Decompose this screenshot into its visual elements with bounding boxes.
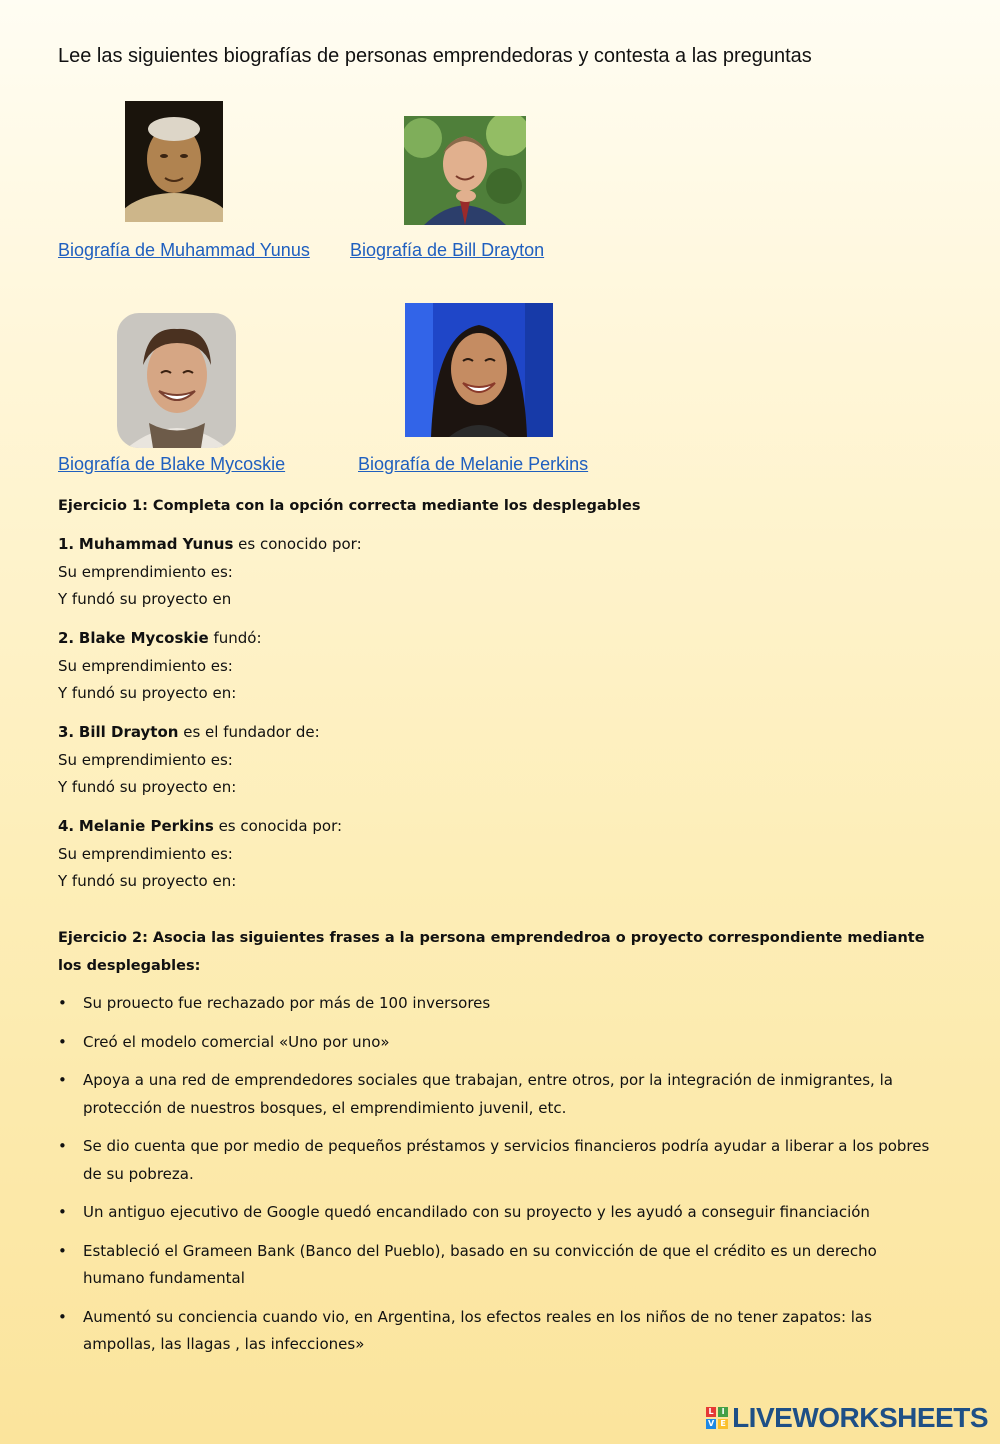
list-item [58, 1304, 938, 1359]
bullet-icon: • [58, 1032, 67, 1051]
question-number: 4. [58, 817, 75, 835]
question-person: Muhammad Yunus [78, 535, 234, 553]
link-biografia-blake-mycoskie[interactable]: Biografía de Blake Mycoskie [58, 454, 286, 474]
link-biografia-melanie-perkins[interactable]: Biografía de Melanie Perkins [358, 454, 589, 474]
question-line-fundacion: Y fundó su proyecto en: [58, 778, 237, 796]
page-intro: Lee las siguientes biografías de personas emprendedoras y contesta a las preguntas [58, 45, 812, 67]
logo-mark-letter: I [718, 1407, 728, 1417]
photo-blake-mycoskie [117, 313, 236, 448]
question-person: Bill Drayton [78, 723, 179, 741]
link-biografia-muhammad-yunus[interactable]: Biografía de Muhammad Yunus [58, 240, 310, 260]
question-3 [58, 719, 320, 802]
bullet-icon: • [58, 1307, 67, 1326]
question-1 [58, 531, 362, 614]
question-number: 2. [58, 629, 75, 647]
list-item-text: Aumentó su conciencia cuando vio, en Argentina, los efectos reales en los niños de no tener zapatos: las ampollas, las llagas , las infecciones» [83, 1307, 872, 1353]
question-person: Blake Mycoskie [78, 629, 209, 647]
question-lead: es conocido por: [233, 535, 362, 553]
exercise-2-list [58, 990, 938, 1370]
liveworksheets-logo-icon [706, 1407, 728, 1429]
list-item [58, 1029, 938, 1057]
liveworksheets-logo-text: LIVEWORKSHEETS [732, 1402, 988, 1433]
logo-mark-letter: V [707, 1419, 715, 1428]
list-item-text: Apoya a una red de emprendedores sociales que trabajan, entre otros, por la integración de inmigrantes, la protección de nuestros bosques, el emprendimiento juvenil, etc. [83, 1071, 893, 1117]
question-line-fundacion: Y fundó su proyecto en: [58, 872, 237, 890]
question-line-emprendimiento: Su emprendimiento es: [58, 750, 233, 769]
question-number: 1. [58, 535, 75, 553]
question-2 [58, 625, 262, 708]
bullet-icon: • [58, 1241, 67, 1260]
photo-muhammad-yunus [125, 101, 223, 222]
question-line-emprendimiento: Su emprendimiento es: [58, 656, 233, 675]
question-line-emprendimiento: Su emprendimiento es: [58, 844, 233, 863]
list-item-text: Un antiguo ejecutivo de Google quedó encandilado con su proyecto y les ayudó a conseguir financiación [83, 1203, 870, 1221]
list-item-text: Creó el modelo comercial «Uno por uno» [83, 1032, 390, 1051]
list-item-text: Se dio cuenta que por medio de pequeños préstamos y servicios financieros podría ayudar a liberar a los pobres de su pobreza. [83, 1137, 930, 1183]
bullet-icon: • [58, 1137, 67, 1155]
exercise-2-title: Ejercicio 2: Asocia las siguientes frases a la persona emprendedroa o proyecto correspondiente mediante los desplegables: [58, 930, 925, 974]
exercise-1-title: Ejercicio 1: Completa con la opción correcta mediante los desplegables [58, 498, 641, 514]
question-line-emprendimiento: Su emprendimiento es: [58, 562, 233, 581]
list-item [58, 1133, 938, 1188]
list-item-text: Estableció el Grameen Bank (Banco del Pueblo), basado en su convicción de que el crédito es un derecho humano fundamental [83, 1241, 877, 1287]
bullet-icon: • [58, 1203, 67, 1221]
logo-mark-letter: L [706, 1407, 716, 1417]
question-number: 3. [58, 723, 75, 741]
list-item-text: Su prouecto fue rechazado por más de 100 inversores [83, 994, 491, 1012]
logo-mark-letter: E [718, 1419, 728, 1429]
list-item [58, 1199, 938, 1227]
liveworksheets-logo [706, 1402, 988, 1434]
bullet-icon: • [58, 994, 67, 1012]
photo-bill-drayton [404, 116, 526, 225]
question-lead: fundó: [208, 629, 262, 647]
bullet-icon: • [58, 1071, 67, 1089]
photo-melanie-perkins [405, 303, 553, 437]
question-lead: es el fundador de: [178, 723, 320, 741]
question-lead: es conocida por: [213, 817, 343, 835]
question-4 [58, 813, 342, 896]
list-item [58, 1238, 938, 1293]
list-item [58, 990, 938, 1018]
list-item [58, 1067, 938, 1122]
question-line-fundacion: Y fundó su proyecto en [58, 590, 232, 608]
question-line-fundacion: Y fundó su proyecto en: [58, 684, 237, 702]
question-person: Melanie Perkins [78, 817, 214, 835]
link-biografia-bill-drayton[interactable]: Biografía de Bill Drayton [350, 240, 545, 260]
